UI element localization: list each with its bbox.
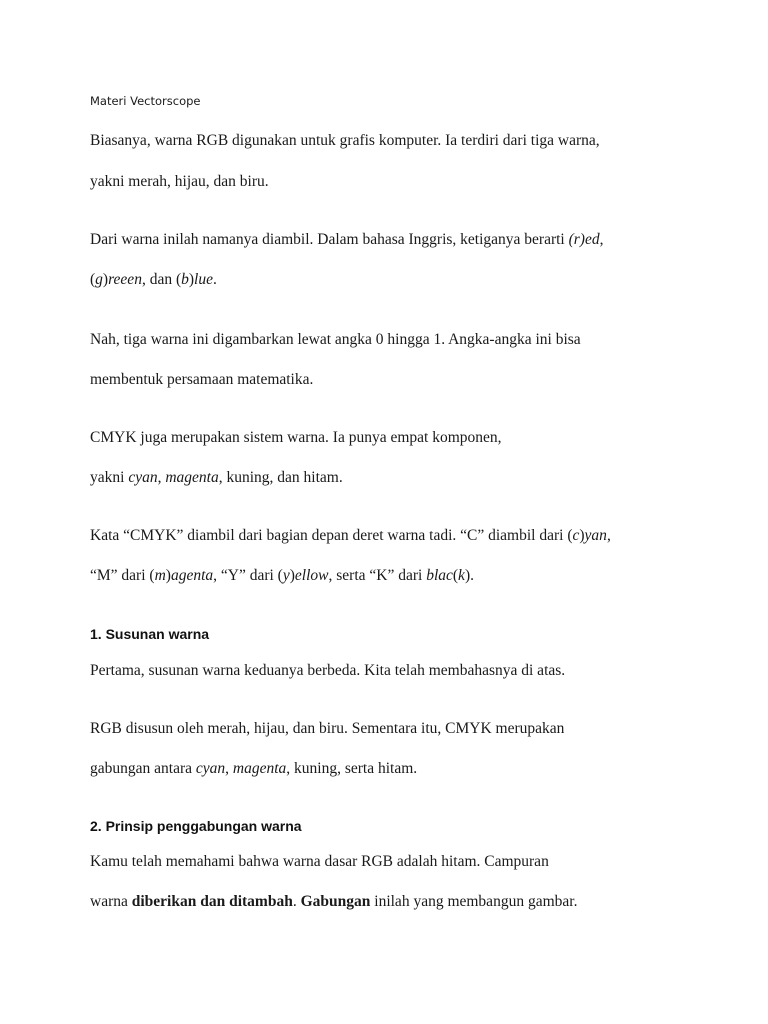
paragraph-line: CMYK juga merupakan sistem warna. Ia punya empat komponen,: [90, 429, 502, 446]
text-run: ,: [157, 469, 166, 486]
text-run: ): [102, 271, 109, 288]
italic-run: cyan: [128, 469, 158, 486]
italic-run: m: [154, 567, 166, 584]
text-run: (: [452, 567, 459, 584]
italic-run: magenta: [232, 760, 287, 777]
italic-run: k: [458, 567, 465, 584]
text-run: ): [464, 567, 471, 584]
text-run: ): [188, 271, 195, 288]
italic-run: cyan: [195, 760, 226, 777]
italic-run: c: [572, 527, 580, 544]
text-run: ): [289, 567, 295, 584]
italic-run: magenta: [165, 469, 219, 486]
bold-run: Gabungan: [300, 893, 371, 910]
text-run: ,: [606, 527, 611, 544]
section-heading: 2. Prinsip penggabungan warna: [90, 818, 302, 834]
text-run: gabungan antara: [90, 760, 196, 777]
paragraph-line: membentuk persamaan matematika.: [90, 371, 314, 388]
text-run: , dan (: [141, 271, 182, 288]
paragraph-line: Kamu telah memahami bahwa warna dasar RGB adalah hitam. Campuran: [90, 853, 549, 870]
italic-run: blac: [426, 567, 453, 584]
paragraph-line: Nah, tiga warna ini digambarkan lewat angka 0 hingga 1. Angka-angka ini bisa: [90, 331, 581, 348]
italic-run: ellow: [294, 567, 329, 584]
text-run: ): [579, 527, 585, 544]
paragraph-line: [90, 892, 577, 912]
paragraph-line: Pertama, susunan warna keduanya berbeda. Kita telah membahasnya di atas.: [90, 662, 566, 679]
text-run: .: [212, 271, 217, 288]
paragraph-line: [90, 270, 217, 290]
document-title: Materi Vectorscope: [90, 94, 201, 108]
paragraph-line: Biasanya, warna RGB digunakan untuk grafis komputer. Ia terdiri dari tiga warna,: [90, 132, 600, 149]
italic-run: reeen: [108, 271, 142, 288]
text-run: warna: [90, 893, 132, 910]
text-run: inilah yang membangun gambar.: [370, 893, 578, 910]
italic-run: g: [95, 271, 103, 288]
text-run: Dari warna inilah namanya diambil. Dalam bahasa Inggris, ketiganya berarti: [90, 231, 569, 248]
paragraph-line: [90, 759, 417, 779]
paragraph-line: RGB disusun oleh merah, hijau, dan biru. Sementara itu, CMYK merupakan: [90, 720, 565, 737]
italic-run: yan: [584, 527, 607, 544]
text-run: Kata “CMYK” diambil dari bagian depan deret warna tadi. “C” diambil dari (: [90, 527, 573, 544]
section-heading: 1. Susunan warna: [90, 626, 210, 642]
paragraph-line: [90, 526, 611, 546]
text-run: (: [90, 271, 96, 288]
paragraph-line: yakni merah, hijau, dan biru.: [90, 173, 269, 190]
text-run: .: [292, 893, 301, 910]
text-run: .: [470, 567, 474, 584]
text-run: , kuning, serta hitam.: [286, 760, 418, 777]
text-run: “M” dari (: [90, 567, 155, 584]
text-run: yakni: [90, 469, 129, 486]
text-run: , kuning, dan hitam.: [218, 469, 343, 486]
paragraph-line: [90, 566, 474, 586]
text-run: ): [165, 567, 171, 584]
text-run: ,: [599, 231, 604, 248]
italic-run: agenta: [170, 567, 214, 584]
italic-run: y: [282, 567, 290, 584]
text-run: ,: [225, 760, 233, 777]
paragraph-line: [90, 468, 343, 488]
italic-run: (r)ed: [568, 231, 600, 248]
italic-run: b: [181, 271, 189, 288]
text-run: , “Y” dari (: [213, 567, 283, 584]
text-run: , serta “K” dari: [328, 567, 427, 584]
bold-run: diberikan dan ditambah: [131, 893, 293, 910]
italic-run: lue: [194, 271, 213, 288]
paragraph-line: [90, 230, 603, 250]
